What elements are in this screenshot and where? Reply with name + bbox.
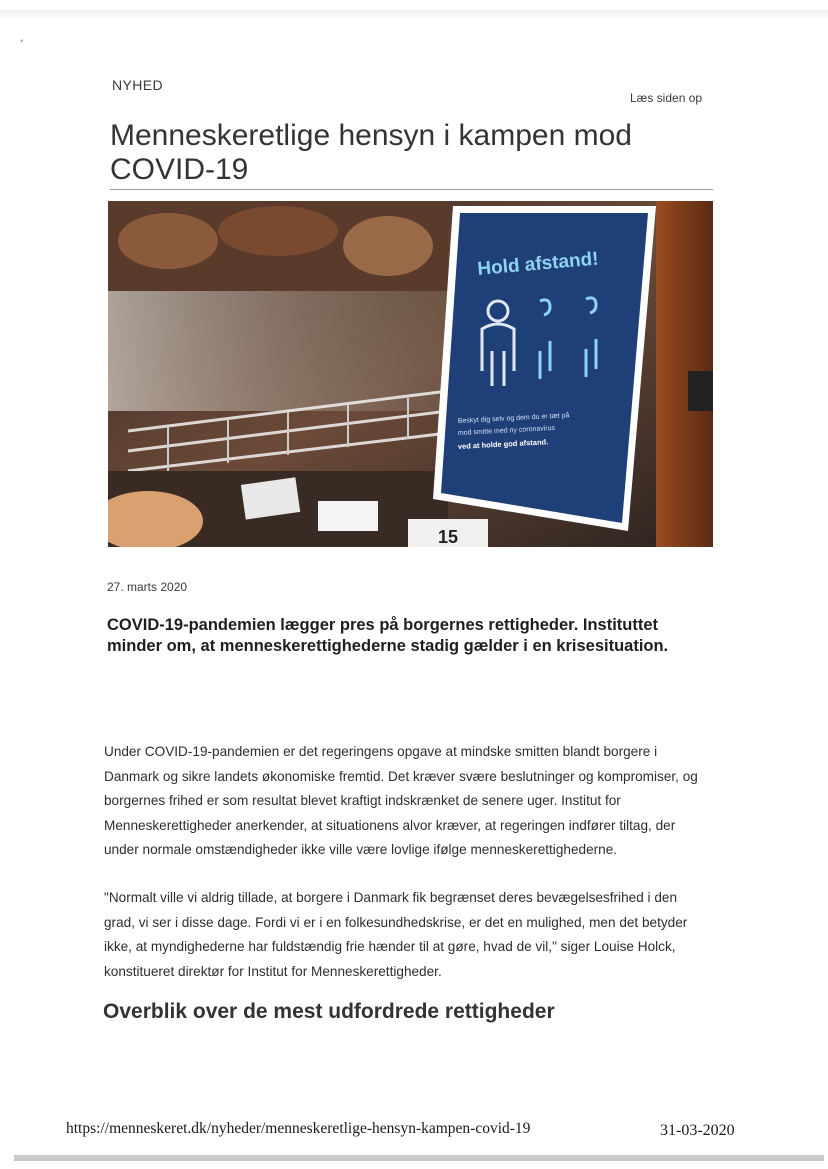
article-paragraph: "Normalt ville vi aldrig tillade, at borgere i Danmark fik begrænset deres bevægelsesfrihed i den grad, vi ser i disse dage. Fordi vi er i en folkesundhedskrise, er det en mulighed, men det betyder ikke, at myndighederne har fuldstændig frie hænder til at gøre, hvad de vil," siger Louise Holck, konstitueret direktør for Institut for Menneskerettigheder. xyxy=(104,890,688,979)
poster-heading: Hold afstand! xyxy=(476,248,600,280)
scan-header-strip xyxy=(0,10,828,18)
scan-artifact: ▪ xyxy=(20,36,24,47)
read-aloud-link[interactable]: Læs siden op xyxy=(630,91,703,105)
page-title: Menneskeretlige hensyn i kampen mod COVID-19 xyxy=(110,119,632,186)
category-label: NYHED xyxy=(112,77,164,93)
title-divider xyxy=(110,189,713,190)
scan-footer-strip xyxy=(14,1155,824,1161)
article-paragraph: Under COVID-19-pandemien er det regeringens opgave at mindske smitten blandt borgere i Danmark og sikre landets økonomiske fremtid. Det kræver svære beslutninger og kompromiser, og borgernes frihed er som resultat blevet kraftigt indskrænket de senere uger. Institut for Menneskerettigheder anerkender, at situationens alvor kræver, at regeringen indfører tiltag, der under normale omstændigheder ikke ville være lovlige ifølge menneskerettighederne. xyxy=(104,744,698,857)
article-image xyxy=(108,201,713,547)
footer-date: 31-03-2020 xyxy=(660,1122,735,1139)
poster-text-2: mod smitte med ny coronavirus xyxy=(457,424,556,437)
article-lead: COVID-19-pandemien lægger pres på borgernes rettigheder. Instituttet minder om, at menneskerettighederne stadig gælder i en krisesituation. xyxy=(107,616,669,655)
footer-url[interactable]: https://menneskeret.dk/nyheder/menneskeretlige-hensyn-kampen-covid-19 xyxy=(66,1120,531,1137)
price-tag-text: 15 xyxy=(438,527,459,547)
article-date: 27. marts 2020 xyxy=(107,580,188,594)
section-heading: Overblik over de mest udfordrede rettigheder xyxy=(103,1000,555,1023)
poster-text-1: Beskyt dig selv og dem du er tæt på xyxy=(457,412,570,425)
bakery-poster-photo xyxy=(108,201,713,547)
poster-text-bold: ved at holde god afstand. xyxy=(457,437,549,451)
